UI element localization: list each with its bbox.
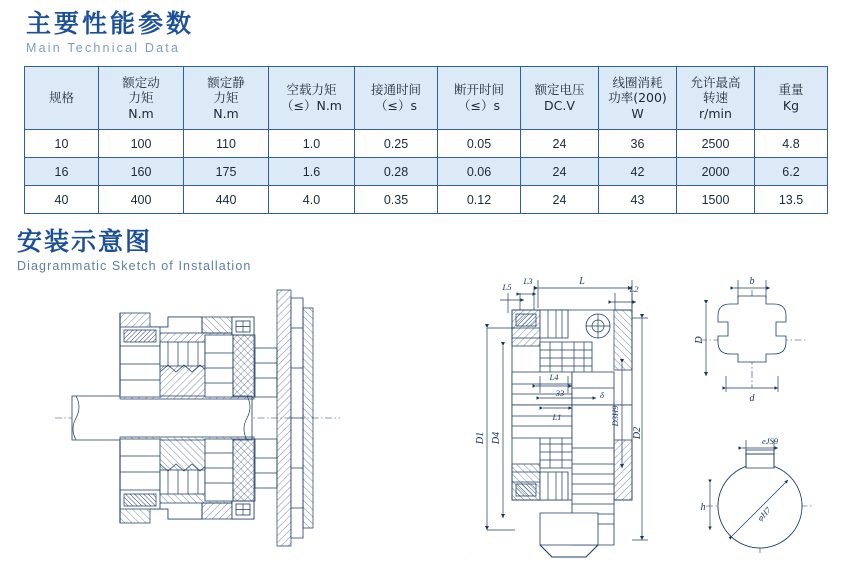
table-cell: 1500 — [677, 186, 755, 214]
table-cell: 2000 — [677, 158, 755, 186]
table-row — [25, 130, 828, 158]
table-cell: 4.0 — [269, 186, 355, 214]
column-header: 线圈消耗 功率(200) W — [599, 67, 677, 130]
table-cell: 4.8 — [755, 130, 828, 158]
table-cell: 43 — [599, 186, 677, 214]
dim-delta-label: δ — [600, 390, 604, 400]
left-assembly-drawing — [55, 290, 340, 546]
dim-L5-label: L5 — [502, 282, 512, 292]
column-header: 断开时间 （≤）s — [438, 67, 521, 130]
table-cell: 0.28 — [355, 158, 438, 186]
dim-L-label: L — [579, 276, 585, 287]
dim-d-label: d — [749, 393, 755, 404]
table-cell: 0.35 — [355, 186, 438, 214]
column-header: 额定静 力矩 N.m — [184, 67, 269, 130]
table-cell: 100 — [99, 130, 184, 158]
dim-D4-label: D4 — [491, 431, 502, 445]
table-cell: 1.0 — [269, 130, 355, 158]
table-cell: 400 — [99, 186, 184, 214]
center-assembly-drawing — [470, 276, 648, 557]
install-title-cn: 安装示意图 — [17, 227, 153, 256]
table-cell: 440 — [184, 186, 269, 214]
table-cell: 0.25 — [355, 130, 438, 158]
dim-D2-label: D2 — [632, 426, 643, 440]
dim-L1-label: L1 — [552, 412, 562, 422]
installation-sketch-heading — [17, 228, 251, 273]
page-title-en: Main Technical Data — [26, 40, 181, 55]
table-cell: 0.05 — [438, 130, 521, 158]
table-cell: 13.5 — [755, 186, 828, 214]
table-cell: 175 — [184, 158, 269, 186]
table-cell: 42 — [599, 158, 677, 186]
column-header: 允许最高 转速 r/min — [677, 67, 755, 130]
column-header: 额定电压 DC.V — [521, 67, 599, 130]
installation-drawings — [0, 268, 850, 573]
table-cell: 24 — [521, 158, 599, 186]
table-cell: 40 — [25, 186, 99, 214]
table-cell: 160 — [99, 158, 184, 186]
column-header: 重量 Kg — [755, 67, 828, 130]
keyway-bore-detail-drawing — [701, 436, 813, 553]
column-header: 空载力矩 （≤）N.m — [269, 67, 355, 130]
dim-D-label: D — [694, 336, 705, 344]
dim-phiH7-label: φH7 — [755, 505, 773, 523]
column-header: 规格 — [25, 67, 99, 130]
table-cell: 0.12 — [438, 186, 521, 214]
table-cell: 36 — [599, 130, 677, 158]
column-header: 额定动 力矩 N.m — [99, 67, 184, 130]
dim-L3-label: L3 — [523, 276, 533, 286]
install-title-en: Diagrammatic Sketch of Installation — [17, 258, 252, 273]
table-cell: 10 — [25, 130, 99, 158]
dim-D1-label: D1 — [475, 431, 486, 445]
table-row — [25, 186, 828, 214]
dim-L4-label: L4 — [549, 372, 559, 382]
table-cell: 0.06 — [438, 158, 521, 186]
table-row — [25, 158, 828, 186]
table-cell: 110 — [184, 130, 269, 158]
dim-h-label: h — [700, 502, 706, 513]
table-cell: 24 — [521, 130, 599, 158]
table-cell: 1.6 — [269, 158, 355, 186]
main-technical-data-heading — [26, 10, 194, 55]
table-cell: 6.2 — [755, 158, 828, 186]
drawing-svg — [0, 268, 850, 573]
dim-D3H9-label: D3H9 — [610, 405, 620, 427]
table-cell: 16 — [25, 158, 99, 186]
dim-33-label: 33 — [555, 388, 565, 398]
dim-b-label: b — [749, 276, 755, 287]
table-header-row — [25, 67, 828, 130]
table-cell: 2500 — [677, 130, 755, 158]
column-header: 接通时间 （≤）s — [355, 67, 438, 130]
dim-L2-label: L2 — [629, 284, 639, 294]
table-cell: 24 — [521, 186, 599, 214]
technical-data-table — [24, 66, 828, 214]
page-title-cn: 主要性能参数 — [26, 9, 195, 38]
dim-eJS9-label: eJS9 — [761, 436, 779, 446]
spline-hub-detail-drawing — [694, 276, 806, 404]
